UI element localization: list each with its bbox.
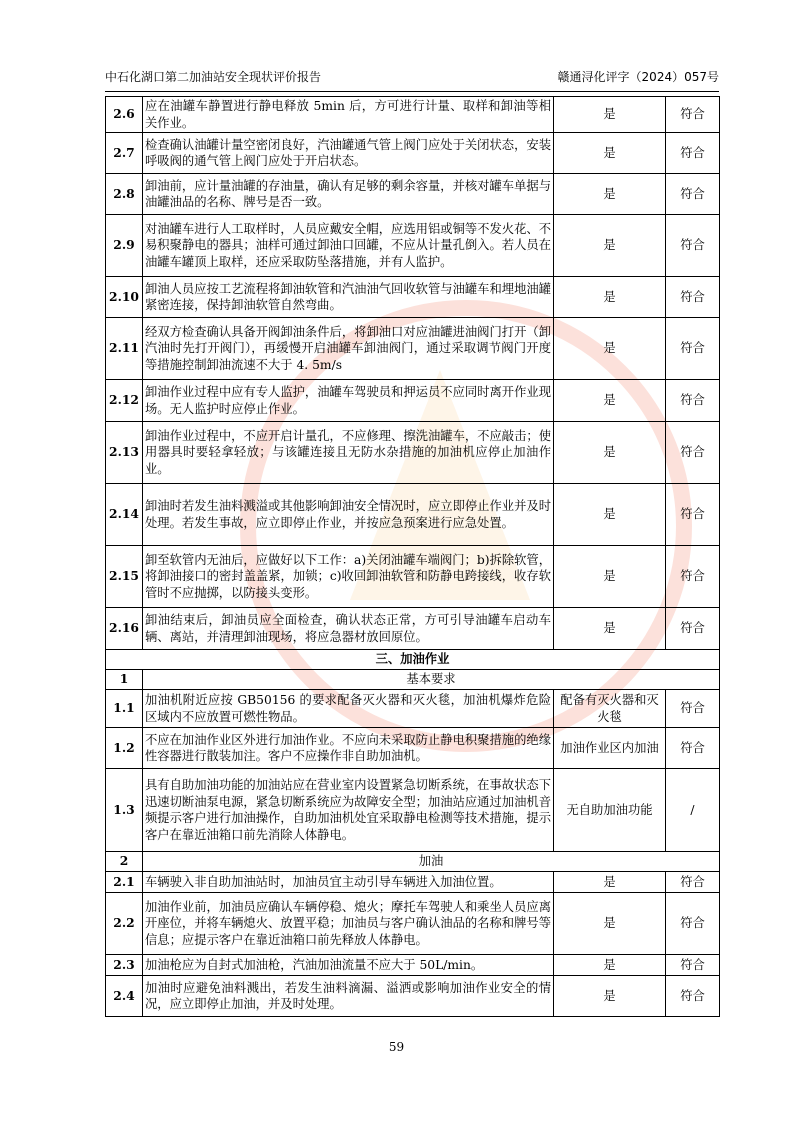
requirement-text: 车辆驶入非自助加油站时，加油员宜主动引导车辆进入加油位置。 [143,872,554,893]
table-row [106,769,720,852]
requirement-text: 卸油结束后，卸油员应全面检查，确认状态正常，方可引导油罐车启动车辆、离站，并清理卸油现场，将应急器材放回原位。 [143,608,554,650]
conformity-result: 符合 [666,893,720,955]
table-row [106,872,720,893]
check-status: 是 [554,174,666,215]
row-number: 2.4 [106,976,143,1017]
table-row [106,215,720,277]
table-row [106,670,720,690]
conformity-result: 符合 [666,484,720,546]
requirement-text: 经双方检查确认具备开阀卸油条件后，将卸油口对应油罐进油阀门打开（卸汽油时先打开阀门），再缓慢开启油罐车卸油阀门，通过采取调节阀门开度等措施控制卸油流速不大于 4. 5m/s [143,318,554,380]
table-row [106,608,720,650]
requirement-text: 加油枪应为自封式加油枪，汽油加油流量不应大于 50L/min。 [143,955,554,976]
check-status: 是 [554,608,666,650]
page-number: 59 [388,1040,405,1054]
row-number: 2.13 [106,422,143,484]
conformity-result: / [666,769,720,852]
check-status: 是 [554,872,666,893]
conformity-result: 符合 [666,955,720,976]
table-row [106,852,720,872]
check-status: 加油作业区内加油 [554,728,666,769]
check-status: 是 [554,380,666,422]
requirement-text: 卸油作业过程中应有专人监护，油罐车驾驶员和押运员不应同时离开作业现场。无人监护时应停止作业。 [143,380,554,422]
check-status: 是 [554,893,666,955]
requirement-text: 加油作业前，加油员应确认车辆停稳、熄火；摩托车驾驶人和乘坐人员应离开座位，并将车辆熄火、放置平稳；加油员与客户确认油品的名称和牌号等信息；应提示客户在靠近油箱口前先释放人体静电。 [143,893,554,955]
row-number: 1.2 [106,728,143,769]
requirement-text: 卸油前，应计量油罐的存油量，确认有足够的剩余容量，并核对罐车单据与油罐油品的名称、牌号是否一致。 [143,174,554,215]
conformity-result: 符合 [666,215,720,277]
table-row [106,955,720,976]
requirement-text: 加油机附近应按 GB50156 的要求配备灭火器和灭火毯，加油机爆炸危险区域内不应放置可燃性物品。 [143,690,554,728]
row-number: 2.11 [106,318,143,380]
check-status: 是 [554,422,666,484]
conformity-result: 符合 [666,97,720,133]
row-number: 2.1 [106,872,143,893]
conformity-result: 符合 [666,690,720,728]
table-row [106,174,720,215]
conformity-result: 符合 [666,728,720,769]
check-status: 是 [554,955,666,976]
table-row [106,650,720,670]
requirement-text: 卸油作业过程中，不应开启计量孔，不应修理、擦洗油罐车，不应敲击；使用器具时要轻拿轻放；与该罐连接且无防水杂措施的加油机应停止加油作业。 [143,422,554,484]
row-number: 2.16 [106,608,143,650]
conformity-result: 符合 [666,422,720,484]
requirement-text: 具有自助加油功能的加油站应在营业室内设置紧急切断系统，在事故状态下迅速切断油泵电源，紧急切断系统应为故障安全型；加油站应通过加油机音频提示客户进行加油操作，自助加油机处宜采取静电检测等技术措施，提示客户在靠近油箱口前先消除人体静电。 [143,769,554,852]
row-number: 2.7 [106,133,143,174]
conformity-result: 符合 [666,277,720,318]
check-status: 是 [554,215,666,277]
row-number: 1.3 [106,769,143,852]
row-number: 2.3 [106,955,143,976]
conformity-result: 符合 [666,872,720,893]
row-number: 2.9 [106,215,143,277]
row-number: 1 [106,670,143,690]
subsection-heading: 基本要求 [143,670,720,690]
table-row [106,728,720,769]
table-row [106,97,720,133]
row-number: 2 [106,852,143,872]
conformity-result: 符合 [666,318,720,380]
table-row [106,277,720,318]
page-header [105,68,719,88]
table-row [106,422,720,484]
table-row [106,893,720,955]
conformity-result: 符合 [666,976,720,1017]
requirement-text: 卸油时若发生油料溅溢或其他影响卸油安全情况时，应立即停止作业并及时处理。若发生事故，应立即停止作业，并按应急预案进行应急处置。 [143,484,554,546]
table-row [106,133,720,174]
check-status: 是 [554,484,666,546]
header-report-title: 中石化湖口第二加油站安全现状评价报告 [105,70,322,84]
requirement-text: 卸至软管内无油后，应做好以下工作：a)关闭油罐车端阀门；b)拆除软管，将卸油接口的密封盖盖紧，加锁；c)收回卸油软管和防静电跨接线，收存软管时不应抛掷，以防接头变形。 [143,546,554,608]
check-status: 无自助加油功能 [554,769,666,852]
requirement-text: 检查确认油罐计量空密闭良好，汽油罐通气管上阀门应处于关闭状态，安装呼吸阀的通气管上阀门应处于开启状态。 [143,133,554,174]
row-number: 2.14 [106,484,143,546]
check-status: 是 [554,318,666,380]
check-status: 是 [554,133,666,174]
row-number: 2.12 [106,380,143,422]
check-status: 是 [554,546,666,608]
requirement-text: 不应在加油作业区外进行加油作业。不应向未采取防止静电积聚措施的绝缘性容器进行散装加注。客户不应操作非自助加油机。 [143,728,554,769]
section-heading: 三、加油作业 [106,650,720,670]
row-number: 2.2 [106,893,143,955]
requirement-text: 加油时应避免油料溅出，若发生油料滴漏、溢洒或影响加油作业安全的情况，应立即停止加油，并及时处理。 [143,976,554,1017]
row-number: 2.15 [106,546,143,608]
table-row [106,690,720,728]
subsection-heading: 加油 [143,852,720,872]
requirement-text: 对油罐车进行人工取样时，人员应戴安全帽，应选用铝或铜等不发火花、不易积聚静电的器具；油样可通过卸油口回罐，不应从计量孔倒入。若人员在油罐车罐顶上取样，还应采取防坠落措施，并有人监护。 [143,215,554,277]
table-row [106,546,720,608]
conformity-result: 符合 [666,546,720,608]
header-rule [105,91,719,92]
conformity-result: 符合 [666,174,720,215]
check-status: 是 [554,277,666,318]
table-row [106,976,720,1017]
table-row [106,380,720,422]
row-number: 1.1 [106,690,143,728]
table-row [106,484,720,546]
check-status: 是 [554,97,666,133]
row-number: 2.6 [106,97,143,133]
conformity-result: 符合 [666,608,720,650]
evaluation-table [105,96,720,1017]
requirement-text: 应在油罐车静置进行静电释放 5min 后，方可进行计量、取样和卸油等相关作业。 [143,97,554,133]
header-report-number: 赣通浔化评字（2024）057号 [557,70,719,84]
conformity-result: 符合 [666,133,720,174]
check-status: 是 [554,976,666,1017]
requirement-text: 卸油人员应按工艺流程将卸油软管和汽油油气回收软管与油罐车和埋地油罐紧密连接，保持卸油软管自然弯曲。 [143,277,554,318]
conformity-result: 符合 [666,380,720,422]
row-number: 2.10 [106,277,143,318]
check-status: 配备有灭火器和灭火毯 [554,690,666,728]
row-number: 2.8 [106,174,143,215]
table-row [106,318,720,380]
